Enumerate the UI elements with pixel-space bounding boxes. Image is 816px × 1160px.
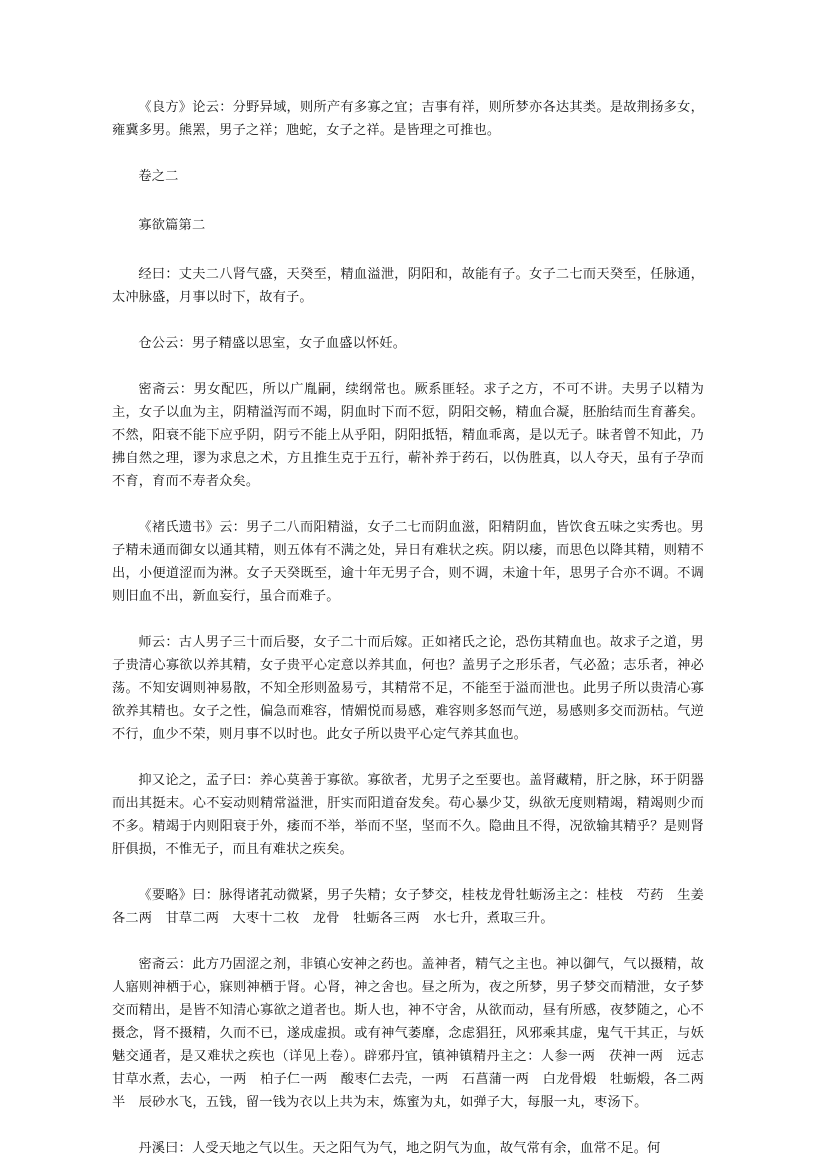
paragraph-yaolue: 《要略》曰：脉得诸芤动微紧，男子失精；女子梦交，桂枝龙骨牡蛎汤主之：桂枝 芍药 生姜各二两 甘草二两 大枣十二枚 龙骨 牡蛎各三两 水七升，煮取三升。 [112,888,704,926]
paragraph-canggong: 仓公云：男子精盛以思室，女子血盛以怀妊。 [138,336,407,351]
paragraph-mizhai-1: 密斋云：男女配匹，所以广胤嗣，续纲常也。厥系匪轻。求子之方，不可不讲。夫男子以精为主，女子以血为主，阴精溢泻而不竭，阴血时下而不愆，阴阳交畅，精血合凝，胚胎结而生育蕃矣。不然，阳衰不能下应乎阴，阴亏不能上从乎阳，阴阳抵牾，精血乖离，是以无子。昧者曾不知此，乃拂自然之理，谬为求息之术，方且推生克于五行，蕲补养于药石，以伪胜真，以人夺天，虽有子孕而不育，育而不寿者众矣。 [112,382,704,489]
chapter-heading: 寡欲篇第二 [138,218,206,233]
volume-heading: 卷之二 [138,169,179,184]
paragraph-danxi: 丹溪曰：人受天地之气以生。天之阳气为气，地之阴气为血，故气常有余，血常不足。何 [138,1141,661,1156]
paragraph-jingyue: 经曰：丈夫二八肾气盛，天癸至，精血溢泄，阴阳和，故能有子。女子二七而天癸至，任脉通，太冲脉盛，月事以时下，故有子。 [112,267,704,305]
paragraph-shiyun: 师云：古人男子三十而后娶，女子二十而后嫁。正如褚氏之论，恐伤其精血也。故求子之道，男子贵清心寡欲以养其精，女子贵平心定意以养其血，何也？盖男子之形乐者，气必盈；志乐者，神必荡。不知安调则神易散，不知全形则盈易亏，其精常不足，不能至于溢而泄也。此男子所以贵清心寡欲养其精也。女子之性，偏急而难容，情媚悦而易感，难容则多怒而气逆，易感则多交而沥枯。气逆不行，血少不荣，则月事不以时也。此女子所以贵平心定气养其血也。 [112,635,704,742]
paragraph-mizhai-2: 密斋云：此方乃固涩之剂，非镇心安神之药也。盖神者，精气之主也。神以御气，气以摄精，故人寤则神栖于心，寐则神栖于肾。心肾，神之舍也。昼之所为，夜之所梦，男子梦交而精泄，女子梦交而精出，是皆不知清心寡欲之道者也。斯人也，神不守舍，从欲而动，昼有所感，夜梦随之，心不摄念，肾不摄精，久而不已，遂成虚损。或有神气萎靡，念虑猖狂，风邪乘其虚，鬼气干其正，与妖魅交通者，是又难状之疾也（详见上卷）。辟邪丹宜，镇神镇精丹主之：人参一两 茯神一两 远志甘草水煮，去心，一两 柏子仁一两 酸枣仁去壳，一两 石菖蒲一两 白龙骨煅 牡蛎煅，各二两半 辰砂水飞，五钱，留一钱为衣以上共为末，炼蜜为丸，如弹子大，每服一丸，枣汤下。 [112,957,704,1110]
paragraph-liangfang: 《良方》论云：分野异域，则所产有多寡之宜；吉事有祥，则所梦亦各达其类。是故荆扬多女，雍冀多男。熊罴，男子之祥；虺蛇，女子之祥。是皆理之可推也。 [112,100,704,138]
paragraph-mengzi: 抑又论之，孟子曰：养心莫善于寡欲。寡欲者，尤男子之至要也。盖肾藏精，肝之脉，环于阴器而出其挺末。心不妄动则精常溢泄，肝实而阳道奋发矣。苟心暴少艾，纵欲无度则精竭，精竭则少而不多。精竭于内则阳衰于外，痿而不举，举而不坚，坚而不久。隐曲且不得，况欲输其精乎？是则肾肝俱损，不惟无子，而且有难状之疾矣。 [112,773,704,857]
paragraph-chushi: 《褚氏遗书》云：男子二八而阳精溢，女子二七而阴血滋，阳精阴血，皆饮食五味之实秀也。男子精未通而御女以通其精，则五体有不满之处，异日有难状之疾。阴以痿，而思色以降其精，则精不出，小便道涩而为淋。女子天癸既至，逾十年无男子合，则不调，未逾十年，思男子合亦不调。不调则旧血不出，新血妄行，虽合而难子。 [112,520,704,604]
